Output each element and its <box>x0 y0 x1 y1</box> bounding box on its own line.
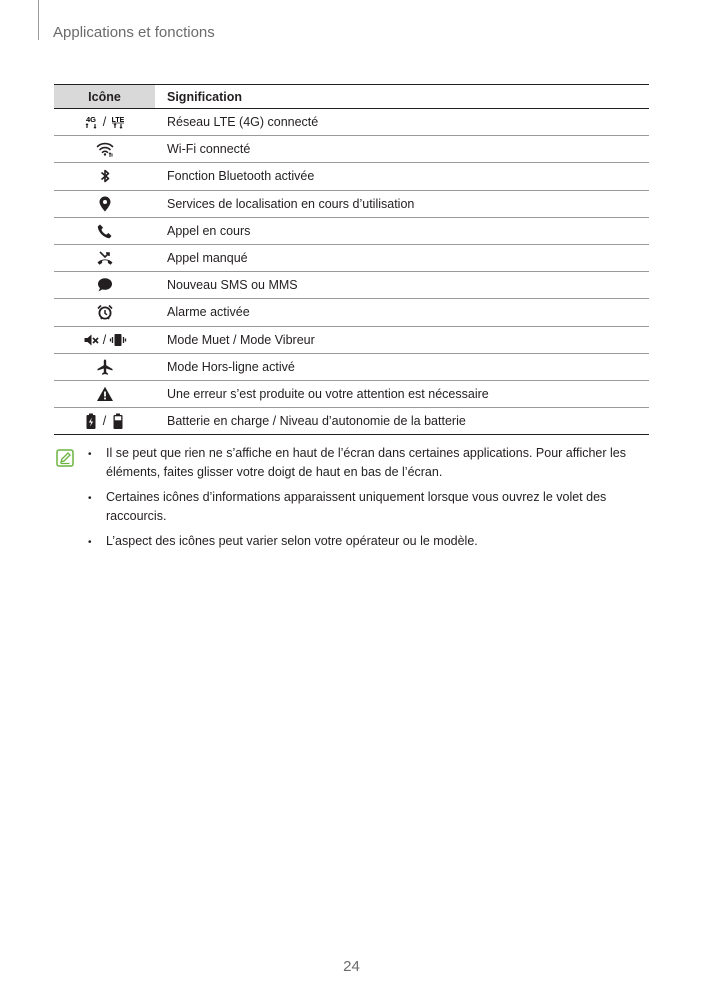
table-row <box>54 191 649 218</box>
table-row <box>54 408 649 434</box>
table-row <box>54 163 649 190</box>
row-meaning: Fonction Bluetooth activée <box>167 169 315 184</box>
phone-call-icon <box>96 222 114 240</box>
note-item <box>88 444 628 482</box>
row-meaning: Alarme activée <box>167 305 250 320</box>
icon-separator: / <box>102 414 107 429</box>
note-text: L’aspect des icônes peut varier selon votre opérateur ou le modèle. <box>106 534 478 548</box>
table-row <box>54 218 649 245</box>
row-meaning: Services de localisation en cours d’utilisation <box>167 196 415 211</box>
icon-separator: / <box>102 332 107 347</box>
bullet: • <box>88 537 92 548</box>
alarm-clock-icon <box>96 303 114 321</box>
table-row <box>54 272 649 299</box>
table-row <box>54 245 649 272</box>
battery-level-icon <box>109 412 127 430</box>
row-meaning: Batterie en charge / Niveau d’autonomie de la batterie <box>167 414 466 429</box>
table-row <box>54 327 649 354</box>
table-header <box>54 85 649 109</box>
row-meaning: Appel en cours <box>167 223 251 238</box>
row-meaning: Wi-Fi connecté <box>167 142 251 157</box>
airplane-icon <box>96 358 114 376</box>
row-meaning: Appel manqué <box>167 251 248 266</box>
lte-label: LTE <box>111 117 125 125</box>
page-header: Applications et fonctions <box>53 24 215 41</box>
row-meaning: Une erreur s’est produite ou votre attention est nécessaire <box>167 386 489 401</box>
wifi-icon <box>96 140 114 158</box>
note-text: Certaines icônes d’informations apparaissent uniquement lorsque vous ouvrez le volet des raccourcis. <box>106 490 607 523</box>
note-item <box>88 488 628 526</box>
vibrate-icon <box>109 331 127 349</box>
table-row <box>54 136 649 163</box>
table-row <box>54 299 649 326</box>
battery-charging-icon <box>82 412 100 430</box>
bluetooth-icon <box>96 167 114 185</box>
table-row <box>54 381 649 408</box>
header-rule <box>38 0 39 40</box>
4g-label: 4G <box>85 115 96 125</box>
lte-signal-icon <box>109 113 127 131</box>
notes-list <box>88 444 628 558</box>
message-bubble-icon <box>96 276 114 294</box>
bullet: • <box>88 449 92 460</box>
header-icon-column: Icône <box>54 85 155 108</box>
row-meaning: Nouveau SMS ou MMS <box>167 278 298 293</box>
missed-call-icon <box>96 249 114 267</box>
bullet: • <box>88 493 92 504</box>
icon-table <box>54 84 649 435</box>
4g-signal-icon <box>82 113 100 131</box>
location-pin-icon <box>96 195 114 213</box>
row-meaning: Mode Hors-ligne activé <box>167 359 295 374</box>
warning-triangle-icon <box>96 385 114 403</box>
note-text: Il se peut que rien ne s’affiche en haut de l’écran dans certaines applications. Pour afficher les éléments, faites glisser votre doigt de haut en bas de l’écran. <box>106 446 627 479</box>
note-pencil-icon <box>56 449 74 467</box>
mute-icon <box>82 331 100 349</box>
header-meaning-column: Signification <box>167 89 242 104</box>
icon-separator: / <box>102 115 107 130</box>
page-number: 24 <box>343 958 360 975</box>
note-item <box>88 532 628 552</box>
table-row <box>54 109 649 136</box>
table-row <box>54 354 649 381</box>
row-meaning: Mode Muet / Mode Vibreur <box>167 332 315 347</box>
row-meaning: Réseau LTE (4G) connecté <box>167 115 319 130</box>
